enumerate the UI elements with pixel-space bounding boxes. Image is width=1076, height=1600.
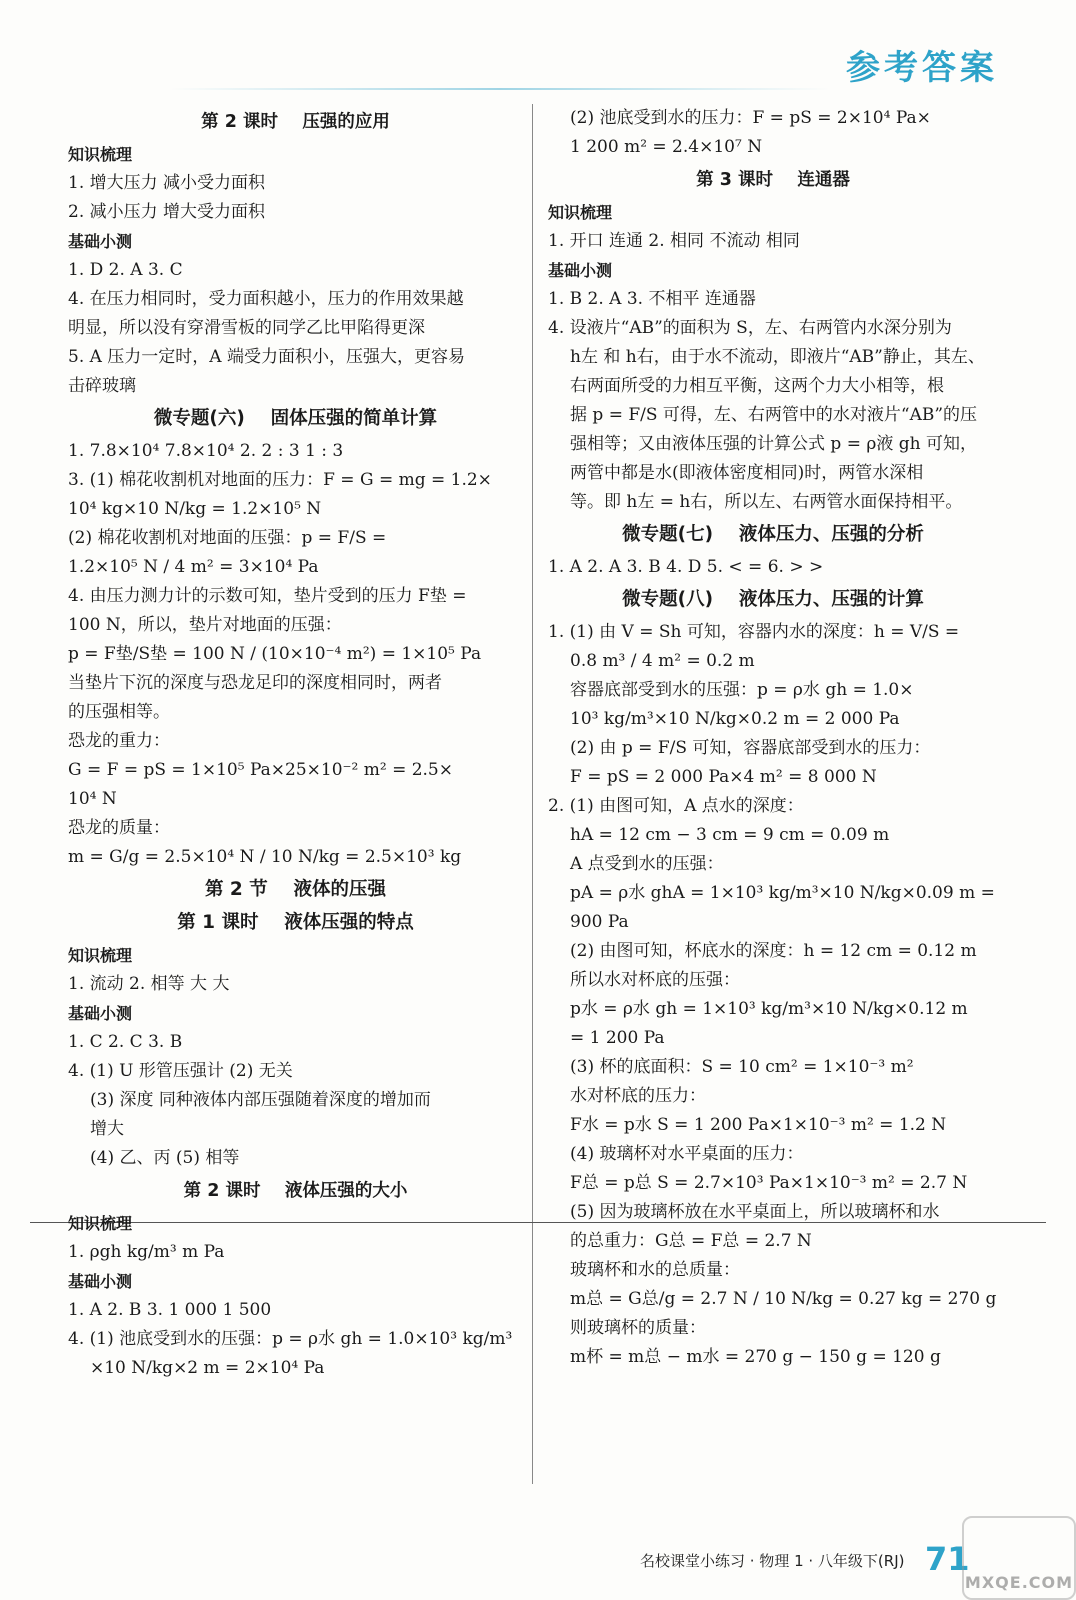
answer-line: (3) 深度 同种液体内部压强随着深度的增加而 xyxy=(90,1090,431,1110)
answer-line: 10³ kg/m³×10 N/kg×0.2 m = 2 000 Pa xyxy=(570,709,900,729)
subsection-label: 知识梳理 xyxy=(68,946,133,965)
answer-line: (2) 棉花收割机对地面的压强：p = F/S = xyxy=(68,528,387,548)
answer-line: 等。即 h左 = h右，所以左、右两管水面保持相平。 xyxy=(570,492,963,512)
answer-line: 10⁴ kg×10 N/kg = 1.2×10⁵ N xyxy=(68,499,322,519)
answer-line: m = G/g = 2.5×10⁴ N / 10 N/kg = 2.5×10³ kg xyxy=(68,847,462,867)
answer-line: 1. 增大压力 减小受力面积 xyxy=(68,173,266,193)
answer-line: 1. A 2. A 3. B 4. D 5. < = 6. > > xyxy=(548,557,824,577)
topic-heading: 第 1 课时 液体压强的特点 xyxy=(177,912,414,933)
page-number: 71 xyxy=(925,1540,970,1578)
answer-line: 玻璃杯和水的总质量： xyxy=(570,1260,740,1280)
answer-line: 2. (1) 由图可知，A 点水的深度： xyxy=(548,796,804,816)
watermark-stamp xyxy=(962,1516,1076,1600)
answer-line: (3) 杯的底面积：S = 10 cm² = 1×10⁻³ m² xyxy=(570,1057,914,1077)
answer-line: 1. A 2. B 3. 1 000 1 500 xyxy=(68,1300,272,1320)
answer-line: p水 = ρ水 gh = 1×10³ kg/m³×10 N/kg×0.12 m xyxy=(570,999,968,1019)
answer-line: 4. 在压力相同时，受力面积越小，压力的作用效果越 xyxy=(68,289,464,309)
answer-line: 1. 7.8×10⁴ 7.8×10⁴ 2. 2 : 3 1 : 3 xyxy=(68,441,344,461)
answer-line: 4. 由压力测力计的示数可知，垫片受到的压力 F垫 = xyxy=(68,586,467,606)
answer-line: G = F = pS = 1×10⁵ Pa×25×10⁻² m² = 2.5× xyxy=(68,760,453,780)
answer-line: 1. C 2. C 3. B xyxy=(68,1032,183,1052)
answer-line: 的压强相等。 xyxy=(68,702,170,722)
answer-line: 0.8 m³ / 4 m² = 0.2 m xyxy=(570,651,755,671)
answer-line: m总 = G总/g = 2.7 N / 10 N/kg = 0.27 kg = 270 g xyxy=(570,1289,997,1309)
topic-heading: 微专题(六) 固体压强的简单计算 xyxy=(153,408,438,429)
answer-line: (4) 乙、丙 (5) 相等 xyxy=(90,1148,240,1168)
answer-line: 当垫片下沉的深度与恐龙足印的深度相同时，两者 xyxy=(68,673,442,693)
section-heading: 第 2 课时 压强的应用 xyxy=(201,112,390,132)
answer-line: pA = ρ水 ghA = 1×10³ kg/m³×10 N/kg×0.09 m = xyxy=(570,883,995,903)
answer-line: 1 200 m² = 2.4×10⁷ N xyxy=(570,137,763,157)
subsection-label: 基础小测 xyxy=(548,261,613,280)
subsection-label: 知识梳理 xyxy=(68,145,133,164)
answer-line: hA = 12 cm − 3 cm = 9 cm = 0.09 m xyxy=(570,825,890,845)
answer-line: 1. D 2. A 3. C xyxy=(68,260,183,280)
answer-line: (2) 池底受到水的压力：F = pS = 2×10⁴ Pa× xyxy=(570,108,931,128)
answer-line: (2) 由 p = F/S 可知，容器底部受到水的压力： xyxy=(570,738,931,758)
subsection-label: 基础小测 xyxy=(68,232,133,251)
left-column xyxy=(68,104,523,1383)
answer-line: 所以水对杯底的压强： xyxy=(570,970,740,990)
answer-line: 3. (1) 棉花收割机对地面的压力：F = G = mg = 1.2× xyxy=(68,470,492,490)
answer-line: F水 = p水 S = 1 200 Pa×1×10⁻³ m² = 1.2 N xyxy=(570,1115,947,1135)
topic-heading: 微专题(八) 液体压力、压强的计算 xyxy=(622,589,924,610)
answer-line: 1. ρgh kg/m³ m Pa xyxy=(68,1242,225,1262)
answer-line: 两管中都是水(即液体密度相同)时，两管水深相 xyxy=(570,463,924,483)
answer-line: 2. 减小压力 增大受力面积 xyxy=(68,202,266,222)
answer-line: 4. 设液片“AB”的面积为 S，左、右两管内水深分别为 xyxy=(548,318,952,338)
answer-line: 4. (1) U 形管压强计 (2) 无关 xyxy=(68,1061,293,1081)
answer-line: 900 Pa xyxy=(570,912,629,932)
topic-heading: 第 2 节 液体的压强 xyxy=(204,879,387,900)
answer-line: 右两面所受的力相互平衡，这两个力大小相等，根 xyxy=(570,376,944,396)
answer-line: 则玻璃杯的质量： xyxy=(570,1318,706,1338)
subsection-label: 知识梳理 xyxy=(548,203,613,222)
answer-line: 4. (1) 池底受到水的压强：p = ρ水 gh = 1.0×10³ kg/m³ xyxy=(68,1329,513,1349)
answer-line: 1. B 2. A 3. 不相平 连通器 xyxy=(548,289,756,309)
answer-line: (5) 因为玻璃杯放在水平桌面上，所以玻璃杯和水 xyxy=(570,1202,940,1222)
topic-heading: 微专题(七) 液体压力、压强的分析 xyxy=(622,524,924,545)
answer-line: h左 和 h右，由于水不流动，即液片“AB”静止，其左、 xyxy=(570,347,985,367)
answer-line: (2) 由图可知，杯底水的深度：h = 12 cm = 0.12 m xyxy=(570,941,977,961)
answer-line: 水对杯底的压力： xyxy=(570,1086,706,1106)
answer-line: 的总重力：G总 = F总 = 2.7 N xyxy=(570,1231,812,1251)
section-heading: 第 3 课时 连通器 xyxy=(696,170,850,190)
answer-line: 1.2×10⁵ N / 4 m² = 3×10⁴ Pa xyxy=(68,557,319,577)
answer-line: 明显，所以没有穿滑雪板的同学乙比甲陷得更深 xyxy=(68,318,425,338)
answer-line: (4) 玻璃杯对水平桌面的压力： xyxy=(570,1144,804,1164)
answer-line: = 1 200 Pa xyxy=(570,1028,665,1048)
answer-line: 恐龙的重力： xyxy=(68,731,170,751)
section-heading: 第 2 课时 液体压强的大小 xyxy=(183,1181,408,1201)
answer-line: 恐龙的质量： xyxy=(68,818,170,838)
answer-line: F总 = p总 S = 2.7×10³ Pa×1×10⁻³ m² = 2.7 N xyxy=(570,1173,968,1193)
footer-text: 名校课堂小练习 · 物理 1 · 八年级下(RJ) xyxy=(640,1552,905,1570)
subsection-label: 基础小测 xyxy=(68,1004,133,1023)
answer-line: m杯 = m总 − m水 = 270 g − 150 g = 120 g xyxy=(570,1347,941,1367)
brand-rule xyxy=(170,88,830,90)
answer-line: 据 p = F/S 可得，左、右两管中的水对液片“AB”的压 xyxy=(570,405,978,425)
answer-line: 5. A 压力一定时，A 端受力面积小，压强大，更容易 xyxy=(68,347,465,367)
answer-line: A 点受到水的压强： xyxy=(570,854,724,874)
answer-line: 1. 开口 连通 2. 相同 不流动 相同 xyxy=(548,231,800,251)
watermark-text: MXQE.COM xyxy=(964,1573,1074,1592)
answer-line: 1. 流动 2. 相等 大 大 xyxy=(68,974,230,994)
answer-line: 1. (1) 由 V = Sh 可知，容器内水的深度：h = V/S = xyxy=(548,622,960,642)
subsection-label: 知识梳理 xyxy=(68,1214,133,1233)
right-column xyxy=(548,104,998,1372)
answer-line: 增大 xyxy=(90,1119,124,1139)
answer-line: ×10 N/kg×2 m = 2×10⁴ Pa xyxy=(90,1358,325,1378)
answer-line: 击碎玻璃 xyxy=(68,376,136,396)
answer-line: p = F垫/S垫 = 100 N / (10×10⁻⁴ m²) = 1×10⁵ Pa xyxy=(68,644,482,664)
answer-line: 容器底部受到水的压强：p = ρ水 gh = 1.0× xyxy=(570,680,914,700)
answer-line: 强相等；又由液体压强的计算公式 p = ρ液 gh 可知， xyxy=(570,434,977,454)
answer-line: 100 N，所以，垫片对地面的压强： xyxy=(68,615,342,635)
brand-title: 参考答案 xyxy=(846,48,998,88)
column-divider xyxy=(532,104,533,1484)
answer-line: F = pS = 2 000 Pa×4 m² = 8 000 N xyxy=(570,767,877,787)
answer-line: 10⁴ N xyxy=(68,789,117,809)
subsection-label: 基础小测 xyxy=(68,1272,133,1291)
